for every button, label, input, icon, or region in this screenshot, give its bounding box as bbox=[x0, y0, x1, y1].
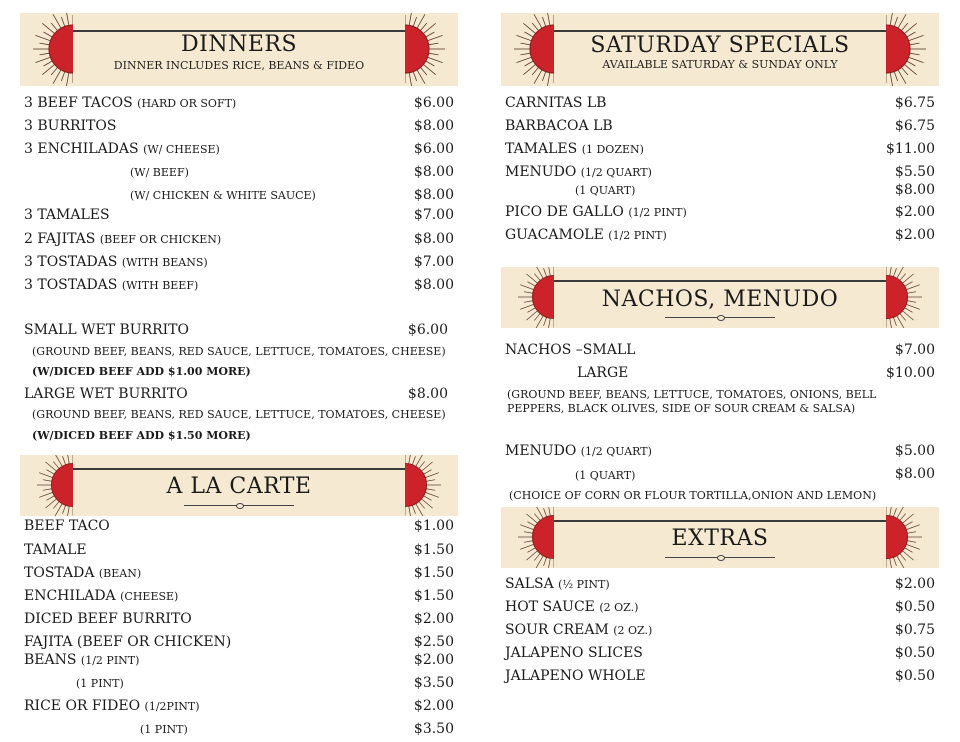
item-name: 3 TOSTADAS (WITH BEEF) bbox=[24, 277, 199, 293]
item-price: $8.00 bbox=[413, 164, 454, 180]
item-name: RICE OR FIDEO (1/2PINT) bbox=[24, 698, 200, 714]
small-wet-extra: (W/DICED BEEF ADD $1.00 MORE) bbox=[32, 365, 251, 378]
sunburst-icon bbox=[20, 455, 73, 516]
item-price: $1.50 bbox=[413, 565, 454, 581]
sunburst-icon bbox=[501, 507, 554, 568]
item-name: 3 BURRITOS bbox=[24, 118, 117, 134]
item-detail: (BEAN) bbox=[98, 567, 142, 580]
item-name bbox=[76, 674, 124, 693]
item-name: TAMALE bbox=[24, 542, 87, 558]
saturday-banner bbox=[501, 13, 939, 86]
item-name: TAMALES (1 DOZEN) bbox=[505, 141, 644, 157]
item-price: $1.50 bbox=[413, 542, 454, 558]
item-detail: (W/ BEEF) bbox=[130, 166, 189, 179]
item-price: $0.50 bbox=[894, 599, 935, 615]
item-price: $11.00 bbox=[886, 141, 935, 157]
item-name: MENUDO (1/2 QUART) bbox=[505, 443, 652, 459]
item-price: $7.00 bbox=[894, 342, 935, 358]
item-price: $2.50 bbox=[413, 634, 454, 650]
item-name: JALAPENO WHOLE bbox=[505, 668, 646, 684]
dinners-title: DINNERS bbox=[180, 32, 298, 57]
item-name: 3 BEEF TACOS (HARD OR SOFT) bbox=[24, 95, 237, 111]
dinners-subtitle: DINNER INCLUDES RICE, BEANS & FIDEO bbox=[113, 59, 365, 72]
item-name: SOUR CREAM (2 OZ.) bbox=[505, 622, 653, 638]
item-price: $6.00 bbox=[413, 141, 454, 157]
item-detail: (1 DOZEN) bbox=[581, 143, 644, 156]
item-price: $8.00 bbox=[407, 386, 448, 402]
sunburst-icon bbox=[886, 267, 939, 328]
item-name: MENUDO (1/2 QUART) bbox=[505, 164, 652, 180]
item-detail: (1 PINT) bbox=[76, 677, 124, 690]
nachos-desc: (GROUND BEEF, BEANS, LETTUCE, TOMATOES, ONIONS, BELL PEPPERS, BLACK OLIVES, SIDE OF SOUR CREAM & SALSA) bbox=[507, 388, 877, 415]
item-detail: (WITH BEEF) bbox=[121, 279, 199, 292]
item-price: $8.00 bbox=[413, 277, 454, 293]
item-name: SALSA (½ PINT) bbox=[505, 576, 610, 592]
item-price: $6.00 bbox=[407, 322, 448, 338]
item-detail: (½ PINT) bbox=[558, 578, 610, 591]
item-price: $8.00 bbox=[413, 231, 454, 247]
a-la-carte-title: A LA CARTE bbox=[166, 474, 312, 499]
item-name bbox=[140, 720, 188, 739]
a-la-carte-banner bbox=[20, 455, 458, 516]
item-price: $6.75 bbox=[894, 95, 935, 111]
item-name: NACHOS –SMALL bbox=[505, 342, 636, 358]
sunburst-icon bbox=[501, 267, 554, 328]
item-detail: (1 QUART) bbox=[575, 184, 636, 197]
item-price: $8.00 bbox=[894, 466, 935, 482]
sunburst-icon bbox=[405, 13, 458, 86]
item-name: LARGE WET BURRITO bbox=[24, 386, 188, 402]
item-price: $7.00 bbox=[413, 254, 454, 270]
item-price: $5.50 bbox=[894, 164, 935, 180]
item-name: ENCHILADA (CHEESE) bbox=[24, 588, 179, 604]
item-name: 2 FAJITAS (BEEF OR CHICKEN) bbox=[24, 231, 222, 247]
item-name: DICED BEEF BURRITO bbox=[24, 611, 192, 627]
item-detail: (WITH BEANS) bbox=[121, 256, 208, 269]
sunburst-icon bbox=[20, 13, 73, 86]
nachos-banner bbox=[501, 267, 939, 328]
item-name: JALAPENO SLICES bbox=[505, 645, 643, 661]
item-detail: (1 PINT) bbox=[140, 723, 188, 736]
item-price: $2.00 bbox=[413, 652, 454, 668]
item-detail: (1 QUART) bbox=[575, 469, 636, 482]
item-name: SMALL WET BURRITO bbox=[24, 322, 189, 338]
item-name: LARGE bbox=[577, 365, 629, 381]
large-wet-desc: (GROUND BEEF, BEANS, RED SAUCE, LETTUCE, TOMATOES, CHEESE) bbox=[32, 408, 446, 421]
item-detail: (1/2PINT) bbox=[144, 700, 200, 713]
item-price: $8.00 bbox=[413, 118, 454, 134]
item-price: $0.50 bbox=[894, 668, 935, 684]
item-price: $0.50 bbox=[894, 645, 935, 661]
item-detail: (W/ CHEESE) bbox=[143, 143, 220, 156]
item-name: BEEF TACO bbox=[24, 518, 110, 534]
item-price: $6.00 bbox=[413, 95, 454, 111]
sunburst-icon bbox=[886, 507, 939, 568]
saturday-title: SATURDAY SPECIALS bbox=[590, 33, 850, 58]
item-price: $2.00 bbox=[413, 611, 454, 627]
item-name bbox=[130, 163, 189, 182]
item-price: $2.00 bbox=[894, 227, 935, 243]
item-name: PICO DE GALLO (1/2 PINT) bbox=[505, 204, 687, 220]
item-detail: (1/2 PINT) bbox=[80, 654, 140, 667]
item-price: $5.00 bbox=[894, 443, 935, 459]
item-detail: (1/2 PINT) bbox=[608, 229, 667, 242]
item-detail: (W/ CHICKEN & WHITE SAUCE) bbox=[130, 189, 316, 202]
item-detail: (2 OZ.) bbox=[599, 601, 639, 614]
item-price: $7.00 bbox=[413, 207, 454, 223]
ornament-divider bbox=[184, 503, 294, 509]
item-name: 3 TAMALES bbox=[24, 207, 110, 223]
item-detail: (CHEESE) bbox=[120, 590, 179, 603]
extras-banner bbox=[501, 507, 939, 568]
item-price: $2.00 bbox=[894, 204, 935, 220]
item-name: FAJITA (BEEF OR CHICKEN) bbox=[24, 634, 232, 650]
item-name: CARNITAS LB bbox=[505, 95, 607, 111]
item-name: GUACAMOLE (1/2 PINT) bbox=[505, 227, 667, 243]
nachos-title: NACHOS, MENUDO bbox=[601, 287, 839, 312]
menudo-choice: (CHOICE OF CORN OR FLOUR TORTILLA,ONION AND LEMON) bbox=[509, 489, 877, 502]
item-price: $8.00 bbox=[894, 182, 935, 198]
item-price: $6.75 bbox=[894, 118, 935, 134]
dinners-banner bbox=[20, 13, 458, 86]
item-name: TOSTADA (BEAN) bbox=[24, 565, 142, 581]
item-price: $1.00 bbox=[413, 518, 454, 534]
small-wet-desc: (GROUND BEEF, BEANS, RED SAUCE, LETTUCE, TOMATOES, CHEESE) bbox=[32, 345, 446, 358]
large-wet-extra: (W/DICED BEEF ADD $1.50 MORE) bbox=[32, 429, 251, 442]
item-name: HOT SAUCE (2 OZ.) bbox=[505, 599, 639, 615]
item-price: $8.00 bbox=[413, 187, 454, 203]
sunburst-icon bbox=[501, 13, 554, 86]
saturday-subtitle: AVAILABLE SATURDAY & SUNDAY ONLY bbox=[602, 58, 838, 71]
item-name: BARBACOA LB bbox=[505, 118, 613, 134]
item-name bbox=[130, 186, 316, 205]
item-detail: (2 OZ.) bbox=[613, 624, 653, 637]
item-price: $3.50 bbox=[413, 721, 454, 737]
item-detail: (1/2 QUART) bbox=[580, 166, 652, 179]
extras-title: EXTRAS bbox=[671, 526, 769, 551]
item-detail: (1/2 PINT) bbox=[628, 206, 687, 219]
item-price: $3.50 bbox=[413, 675, 454, 691]
item-name: 3 ENCHILADAS (W/ CHEESE) bbox=[24, 141, 220, 157]
item-name: 3 TOSTADAS (WITH BEANS) bbox=[24, 254, 208, 270]
item-price: $2.00 bbox=[413, 698, 454, 714]
item-price: $1.50 bbox=[413, 588, 454, 604]
item-detail: (BEEF OR CHICKEN) bbox=[99, 233, 222, 246]
ornament-divider bbox=[665, 315, 775, 321]
sunburst-icon bbox=[405, 455, 458, 516]
item-price: $0.75 bbox=[894, 622, 935, 638]
item-price: $10.00 bbox=[886, 365, 935, 381]
item-price: $2.00 bbox=[894, 576, 935, 592]
sunburst-icon bbox=[886, 13, 939, 86]
ornament-divider bbox=[665, 555, 775, 561]
item-name bbox=[575, 181, 635, 200]
item-detail: (HARD OR SOFT) bbox=[137, 97, 237, 110]
item-name: BEANS (1/2 PINT) bbox=[24, 652, 140, 668]
